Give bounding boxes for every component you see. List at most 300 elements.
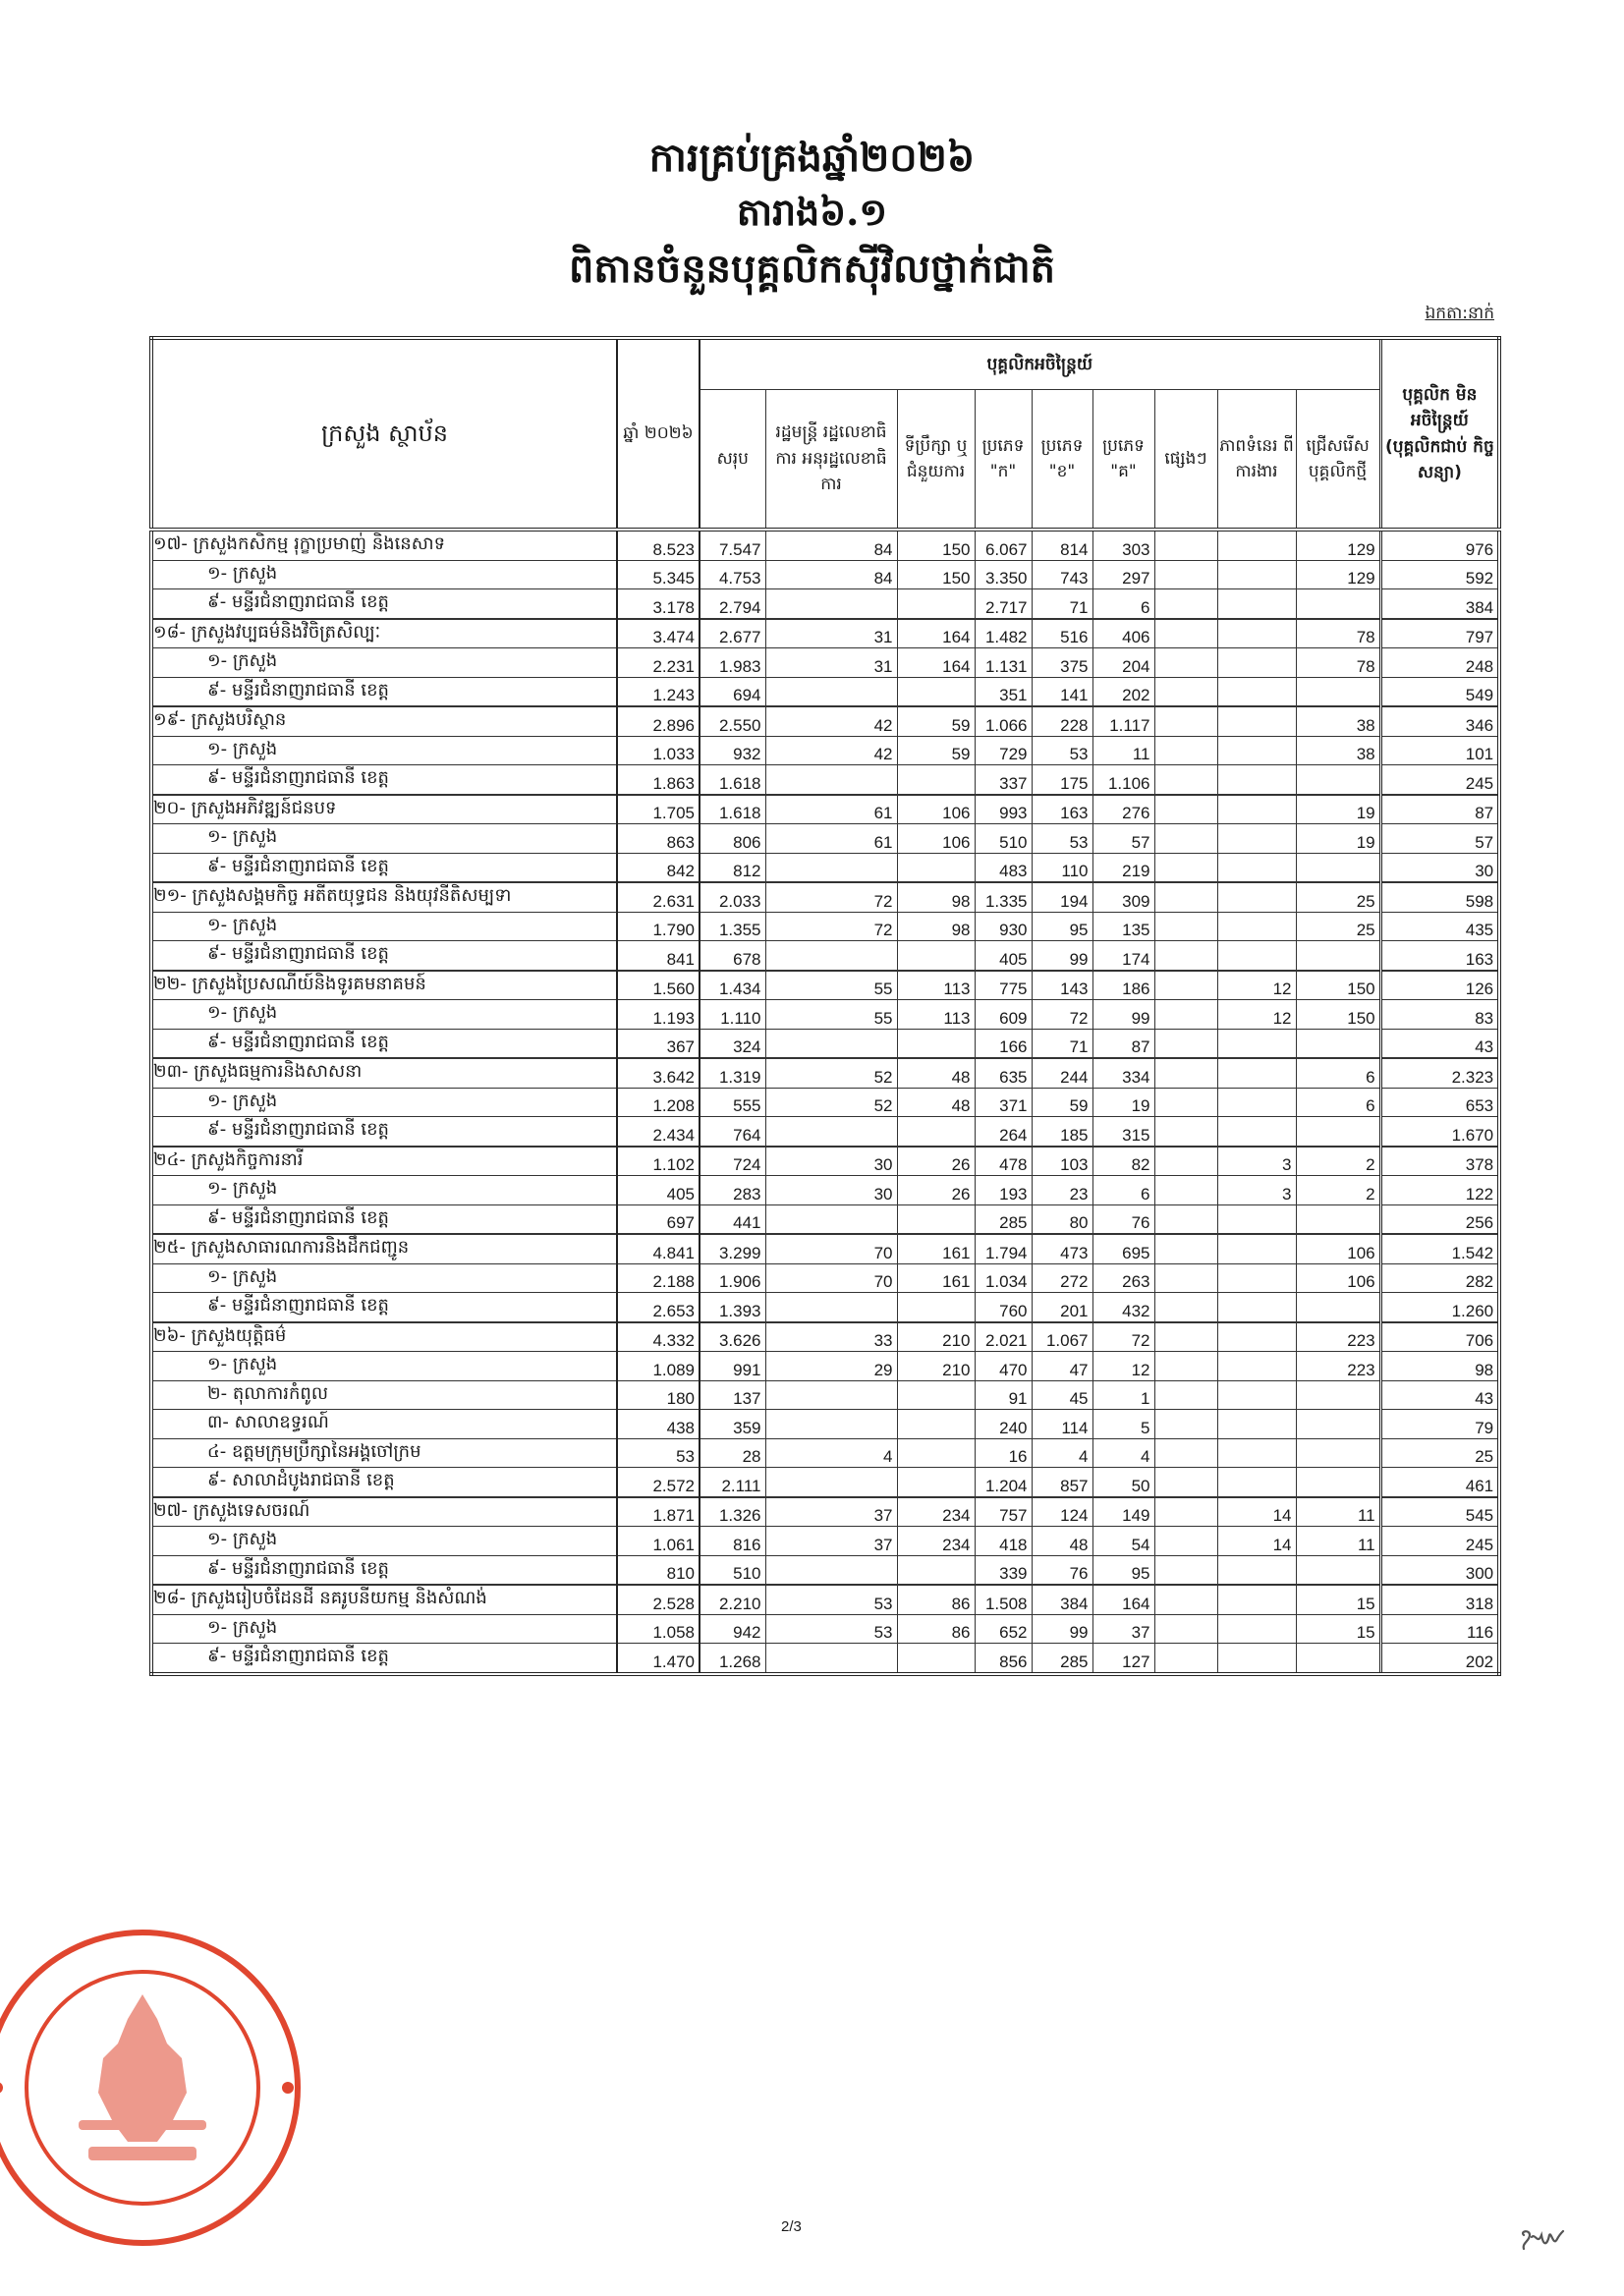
cell-new-recruits: 11 — [1296, 1497, 1380, 1527]
cell-category-b: 516 — [1032, 619, 1092, 648]
cell-new-recruits: 223 — [1296, 1322, 1380, 1352]
cell-ministers: 61 — [765, 795, 897, 824]
cell-new-recruits — [1296, 1438, 1380, 1468]
cell-advisors — [897, 1293, 975, 1322]
cell-ministers — [765, 1555, 897, 1585]
cell-total: 2.111 — [700, 1468, 765, 1497]
cell-advisors: 150 — [897, 560, 975, 589]
cell-new-recruits: 78 — [1296, 648, 1380, 678]
header-year: ឆ្នាំ ២០២៦ — [617, 338, 700, 530]
cell-category-c: 334 — [1092, 1058, 1154, 1088]
cell-advisors — [897, 1438, 975, 1468]
cell-total: 816 — [700, 1527, 765, 1556]
cell-advisors: 210 — [897, 1322, 975, 1352]
cell-reinstated — [1217, 1234, 1296, 1263]
cell-reinstated — [1217, 1352, 1296, 1381]
cell-other — [1154, 1438, 1217, 1468]
cell-year-2026: 1.243 — [617, 677, 700, 706]
cell-category-b: 743 — [1032, 560, 1092, 589]
row-label: ២៥- ក្រសួងសាធារណការនិងដឹកជញ្ជូន — [151, 1234, 617, 1263]
cell-category-a: 757 — [975, 1497, 1032, 1527]
cell-total: 724 — [700, 1147, 765, 1176]
cell-reinstated — [1217, 1644, 1296, 1674]
cell-category-b: 99 — [1032, 1614, 1092, 1644]
cell-category-c: 1.117 — [1092, 706, 1154, 736]
row-label: ២២- ក្រសួងប្រៃសណីយ៍និងទូរគមនាគមន៍ — [151, 971, 617, 1000]
row-label: ២- តុលាការកំពូល — [151, 1380, 617, 1410]
cell-total: 1.110 — [700, 1000, 765, 1030]
civil-servants-table — [149, 336, 1501, 1676]
cell-other — [1154, 589, 1217, 619]
cell-other — [1154, 1614, 1217, 1644]
cell-year-2026: 1.058 — [617, 1614, 700, 1644]
cell-non-permanent: 122 — [1380, 1176, 1499, 1205]
cell-advisors: 98 — [897, 882, 975, 912]
cell-category-c: 54 — [1092, 1527, 1154, 1556]
cell-category-b: 110 — [1032, 853, 1092, 882]
cell-category-b: 375 — [1032, 648, 1092, 678]
row-label: ៣- សាលាឧទ្ធរណ៍ — [151, 1410, 617, 1439]
cell-category-c: 1.106 — [1092, 765, 1154, 795]
cell-category-a: 635 — [975, 1058, 1032, 1088]
cell-ministers: 72 — [765, 912, 897, 941]
cell-category-a: 510 — [975, 824, 1032, 854]
cell-non-permanent: 83 — [1380, 1000, 1499, 1030]
cell-total: 1.618 — [700, 765, 765, 795]
cell-category-b: 473 — [1032, 1234, 1092, 1263]
cell-ministers — [765, 1644, 897, 1674]
cell-non-permanent: 1.670 — [1380, 1117, 1499, 1147]
table-row-sub-unit — [151, 912, 1499, 941]
table-row-ministry — [151, 619, 1499, 648]
cell-reinstated — [1217, 795, 1296, 824]
cell-reinstated: 14 — [1217, 1497, 1296, 1527]
cell-advisors: 161 — [897, 1263, 975, 1293]
cell-category-a: 470 — [975, 1352, 1032, 1381]
cell-ministers: 37 — [765, 1527, 897, 1556]
cell-new-recruits — [1296, 1468, 1380, 1497]
cell-category-c: 219 — [1092, 853, 1154, 882]
cell-reinstated — [1217, 619, 1296, 648]
cell-other — [1154, 1088, 1217, 1117]
cell-new-recruits: 78 — [1296, 619, 1380, 648]
cell-total: 324 — [700, 1029, 765, 1058]
cell-category-b: 48 — [1032, 1527, 1092, 1556]
cell-other — [1154, 1497, 1217, 1527]
handwritten-initials — [1518, 2225, 1567, 2255]
cell-other — [1154, 1468, 1217, 1497]
row-label: ១- ក្រសួង — [151, 1614, 617, 1644]
cell-ministers: 42 — [765, 736, 897, 765]
cell-category-c: 1 — [1092, 1380, 1154, 1410]
cell-ministers: 37 — [765, 1497, 897, 1527]
cell-category-a: 993 — [975, 795, 1032, 824]
cell-other — [1154, 1352, 1217, 1381]
cell-advisors: 113 — [897, 971, 975, 1000]
cell-year-2026: 1.863 — [617, 765, 700, 795]
table-row-sub-unit — [151, 1117, 1499, 1147]
cell-other — [1154, 1029, 1217, 1058]
cell-advisors: 210 — [897, 1352, 975, 1381]
cell-reinstated — [1217, 1468, 1296, 1497]
cell-new-recruits: 25 — [1296, 882, 1380, 912]
cell-category-c: 204 — [1092, 648, 1154, 678]
cell-year-2026: 2.434 — [617, 1117, 700, 1147]
cell-non-permanent: 25 — [1380, 1438, 1499, 1468]
cell-total: 1.319 — [700, 1058, 765, 1088]
cell-category-b: 185 — [1032, 1117, 1092, 1147]
cell-other — [1154, 619, 1217, 648]
row-label: ១- ក្រសួង — [151, 1000, 617, 1030]
cell-other — [1154, 648, 1217, 678]
cell-reinstated: 14 — [1217, 1527, 1296, 1556]
cell-ministers: 55 — [765, 971, 897, 1000]
cell-non-permanent: 163 — [1380, 941, 1499, 971]
cell-new-recruits: 129 — [1296, 560, 1380, 589]
cell-reinstated — [1217, 1380, 1296, 1410]
cell-total: 555 — [700, 1088, 765, 1117]
cell-total: 932 — [700, 736, 765, 765]
cell-ministers — [765, 1468, 897, 1497]
cell-total: 694 — [700, 677, 765, 706]
table-row-ministry — [151, 882, 1499, 912]
cell-category-c: 432 — [1092, 1293, 1154, 1322]
cell-category-a: 2.021 — [975, 1322, 1032, 1352]
cell-non-permanent: 592 — [1380, 560, 1499, 589]
cell-advisors: 150 — [897, 530, 975, 560]
royal-seal-stamp — [0, 1926, 305, 2250]
cell-ministers — [765, 1029, 897, 1058]
cell-year-2026: 1.470 — [617, 1644, 700, 1674]
cell-reinstated — [1217, 706, 1296, 736]
cell-total: 2.550 — [700, 706, 765, 736]
cell-non-permanent: 1.542 — [1380, 1234, 1499, 1263]
cell-non-permanent: 346 — [1380, 706, 1499, 736]
table-row-ministry — [151, 1147, 1499, 1176]
cell-ministers — [765, 765, 897, 795]
table-row-sub-unit — [151, 1000, 1499, 1030]
cell-reinstated — [1217, 530, 1296, 560]
cell-category-b: 45 — [1032, 1380, 1092, 1410]
cell-category-a: 1.131 — [975, 648, 1032, 678]
cell-non-permanent: 435 — [1380, 912, 1499, 941]
cell-total: 137 — [700, 1380, 765, 1410]
cell-category-c: 276 — [1092, 795, 1154, 824]
cell-category-c: 202 — [1092, 677, 1154, 706]
table-body — [151, 530, 1499, 1674]
cell-total: 3.626 — [700, 1322, 765, 1352]
cell-non-permanent: 101 — [1380, 736, 1499, 765]
row-label: ១៩- ក្រសួងបរិស្ថាន — [151, 706, 617, 736]
cell-ministers: 42 — [765, 706, 897, 736]
cell-category-a: 264 — [975, 1117, 1032, 1147]
cell-category-c: 5 — [1092, 1410, 1154, 1439]
row-label: ៩- មន្ទីរជំនាញរាជធានី ខេត្ត — [151, 1117, 617, 1147]
cell-other — [1154, 882, 1217, 912]
header-total: សរុប — [700, 390, 765, 531]
table-row-sub-unit — [151, 736, 1499, 765]
cell-year-2026: 1.871 — [617, 1497, 700, 1527]
cell-ministers: 53 — [765, 1614, 897, 1644]
header-new-recruits: ជ្រើសរើស បុគ្គលិកថ្មី — [1296, 390, 1380, 531]
cell-non-permanent: 461 — [1380, 1468, 1499, 1497]
cell-year-2026: 842 — [617, 853, 700, 882]
cell-category-b: 1.067 — [1032, 1322, 1092, 1352]
cell-category-b: 384 — [1032, 1585, 1092, 1614]
cell-reinstated — [1217, 1204, 1296, 1234]
cell-reinstated — [1217, 1322, 1296, 1352]
cell-advisors: 234 — [897, 1527, 975, 1556]
cell-year-2026: 405 — [617, 1176, 700, 1205]
cell-new-recruits — [1296, 1204, 1380, 1234]
header-category-c: ប្រភេទ "គ" — [1092, 390, 1154, 531]
cell-new-recruits: 150 — [1296, 971, 1380, 1000]
cell-ministers: 52 — [765, 1058, 897, 1088]
cell-new-recruits: 38 — [1296, 736, 1380, 765]
cell-category-a: 775 — [975, 971, 1032, 1000]
cell-non-permanent: 248 — [1380, 648, 1499, 678]
cell-other — [1154, 765, 1217, 795]
stamp-inner-ring — [27, 1972, 258, 2204]
cell-new-recruits: 2 — [1296, 1176, 1380, 1205]
cell-year-2026: 3.178 — [617, 589, 700, 619]
cell-total: 764 — [700, 1117, 765, 1147]
cell-category-c: 57 — [1092, 824, 1154, 854]
cell-reinstated: 3 — [1217, 1176, 1296, 1205]
cell-year-2026: 1.033 — [617, 736, 700, 765]
cell-ministers: 70 — [765, 1234, 897, 1263]
cell-year-2026: 2.896 — [617, 706, 700, 736]
cell-new-recruits: 25 — [1296, 912, 1380, 941]
cell-new-recruits — [1296, 1410, 1380, 1439]
cell-non-permanent: 598 — [1380, 882, 1499, 912]
cell-category-b: 114 — [1032, 1410, 1092, 1439]
document-title-line1: ការគ្រប់គ្រងឆ្នាំ២០២៦ — [648, 135, 976, 181]
cell-other — [1154, 1117, 1217, 1147]
cell-non-permanent: 57 — [1380, 824, 1499, 854]
cell-advisors — [897, 1410, 975, 1439]
header-ministers: រដ្ឋមន្ត្រី រដ្ឋលេខាធិការ អនុរដ្ឋលេខាធិការ — [765, 390, 897, 531]
cell-new-recruits — [1296, 1117, 1380, 1147]
cell-total: 1.355 — [700, 912, 765, 941]
cell-ministers: 70 — [765, 1263, 897, 1293]
row-label: ៩- មន្ទីរជំនាញរាជធានី ខេត្ត — [151, 677, 617, 706]
cell-year-2026: 1.061 — [617, 1527, 700, 1556]
cell-category-a: 166 — [975, 1029, 1032, 1058]
cell-category-c: 164 — [1092, 1585, 1154, 1614]
cell-category-b: 71 — [1032, 589, 1092, 619]
cell-year-2026: 1.102 — [617, 1147, 700, 1176]
table-row-ministry — [151, 706, 1499, 736]
header-category-a: ប្រភេទ "ក" — [975, 390, 1032, 531]
cell-reinstated — [1217, 677, 1296, 706]
table-row-sub-unit — [151, 560, 1499, 589]
cell-new-recruits: 106 — [1296, 1234, 1380, 1263]
cell-year-2026: 810 — [617, 1555, 700, 1585]
cell-other — [1154, 677, 1217, 706]
cell-category-c: 4 — [1092, 1438, 1154, 1468]
row-label: ២៦- ក្រសួងយុត្តិធម៌ — [151, 1322, 617, 1352]
cell-year-2026: 2.188 — [617, 1263, 700, 1293]
cell-new-recruits — [1296, 677, 1380, 706]
cell-ministers: 61 — [765, 824, 897, 854]
cell-advisors — [897, 1468, 975, 1497]
table-row-ministry — [151, 530, 1499, 560]
cell-total: 812 — [700, 853, 765, 882]
cell-new-recruits: 19 — [1296, 795, 1380, 824]
table-number: តារាង៦.១ — [736, 190, 888, 234]
cell-year-2026: 1.193 — [617, 1000, 700, 1030]
cell-year-2026: 2.528 — [617, 1585, 700, 1614]
row-label: ៩- មន្ទីរជំនាញរាជធានី ខេត្ត — [151, 853, 617, 882]
cell-category-b: 244 — [1032, 1058, 1092, 1088]
cell-category-c: 263 — [1092, 1263, 1154, 1293]
cell-advisors: 59 — [897, 736, 975, 765]
cell-category-c: 6 — [1092, 1176, 1154, 1205]
cell-new-recruits: 15 — [1296, 1585, 1380, 1614]
cell-category-c: 297 — [1092, 560, 1154, 589]
cell-non-permanent: 87 — [1380, 795, 1499, 824]
row-label: ១- ក្រសួង — [151, 1527, 617, 1556]
table-title: ពិតានចំនួនបុគ្គលិកស៊ីវិលថ្នាក់ជាតិ — [568, 246, 1056, 292]
cell-other — [1154, 1585, 1217, 1614]
cell-category-a: 351 — [975, 677, 1032, 706]
cell-new-recruits — [1296, 1293, 1380, 1322]
cell-category-b: 228 — [1032, 706, 1092, 736]
cell-ministers: 84 — [765, 560, 897, 589]
cell-new-recruits — [1296, 765, 1380, 795]
table-row-sub-unit — [151, 941, 1499, 971]
cell-category-b: 71 — [1032, 1029, 1092, 1058]
header-permanent-staff: បុគ្គលិកអចិន្ត្រៃយ៍ — [700, 338, 1380, 390]
cell-total: 806 — [700, 824, 765, 854]
cell-non-permanent: 43 — [1380, 1029, 1499, 1058]
cell-other — [1154, 1058, 1217, 1088]
row-label: ១៧- ក្រសួងកសិកម្ម រុក្ខាប្រមាញ់ និងនេសាទ — [151, 530, 617, 560]
row-label: ២៨- ក្រសួងរៀបចំដែនដី នគរូបនីយកម្ម និងសំណង់ — [151, 1585, 617, 1614]
cell-ministers: 84 — [765, 530, 897, 560]
cell-reinstated — [1217, 1410, 1296, 1439]
table-row-sub-unit — [151, 853, 1499, 882]
cell-category-c: 695 — [1092, 1234, 1154, 1263]
table-row-sub-unit — [151, 1380, 1499, 1410]
cell-ministers: 52 — [765, 1088, 897, 1117]
table-row-ministry — [151, 1585, 1499, 1614]
cell-new-recruits — [1296, 1380, 1380, 1410]
table-row-ministry — [151, 795, 1499, 824]
cell-category-a: 478 — [975, 1147, 1032, 1176]
cell-category-a: 1.204 — [975, 1468, 1032, 1497]
cell-ministers — [765, 853, 897, 882]
cell-other — [1154, 824, 1217, 854]
row-label: ២៧- ក្រសួងទេសចរណ៍ — [151, 1497, 617, 1527]
cell-ministers: 30 — [765, 1147, 897, 1176]
cell-other — [1154, 941, 1217, 971]
cell-category-c: 406 — [1092, 619, 1154, 648]
cell-category-b: 76 — [1032, 1555, 1092, 1585]
cell-reinstated — [1217, 1088, 1296, 1117]
cell-other — [1154, 1322, 1217, 1352]
cell-other — [1154, 1380, 1217, 1410]
cell-total: 2.677 — [700, 619, 765, 648]
cell-advisors — [897, 765, 975, 795]
cell-category-c: 303 — [1092, 530, 1154, 560]
cell-non-permanent: 79 — [1380, 1410, 1499, 1439]
cell-other — [1154, 1555, 1217, 1585]
cell-year-2026: 1.208 — [617, 1088, 700, 1117]
row-label: ២៣- ក្រសួងធម្មការនិងសាសនា — [151, 1058, 617, 1088]
cell-reinstated — [1217, 736, 1296, 765]
cell-category-b: 814 — [1032, 530, 1092, 560]
cell-category-a: 609 — [975, 1000, 1032, 1030]
cell-category-a: 16 — [975, 1438, 1032, 1468]
cell-category-a: 760 — [975, 1293, 1032, 1322]
cell-category-b: 285 — [1032, 1644, 1092, 1674]
cell-category-c: 149 — [1092, 1497, 1154, 1527]
cell-year-2026: 53 — [617, 1438, 700, 1468]
cell-ministers — [765, 1204, 897, 1234]
cell-non-permanent: 1.260 — [1380, 1293, 1499, 1322]
row-label: ១- ក្រសួង — [151, 1176, 617, 1205]
cell-year-2026: 4.841 — [617, 1234, 700, 1263]
table-row-sub-unit — [151, 1555, 1499, 1585]
cell-other — [1154, 1000, 1217, 1030]
cell-advisors: 86 — [897, 1614, 975, 1644]
table-row-sub-unit — [151, 1614, 1499, 1644]
cell-year-2026: 2.231 — [617, 648, 700, 678]
cell-year-2026: 4.332 — [617, 1322, 700, 1352]
cell-category-c: 11 — [1092, 736, 1154, 765]
row-label: ១- ក្រសួង — [151, 736, 617, 765]
cell-new-recruits: 19 — [1296, 824, 1380, 854]
cell-year-2026: 863 — [617, 824, 700, 854]
cell-category-a: 91 — [975, 1380, 1032, 1410]
cell-non-permanent: 653 — [1380, 1088, 1499, 1117]
cell-advisors: 26 — [897, 1147, 975, 1176]
row-label: ២០- ក្រសួងអភិវឌ្ឍន៍ជនបទ — [151, 795, 617, 824]
row-label: ១- ក្រសួង — [151, 1352, 617, 1381]
cell-new-recruits: 6 — [1296, 1088, 1380, 1117]
cell-total: 1.326 — [700, 1497, 765, 1527]
cell-year-2026: 3.474 — [617, 619, 700, 648]
cell-year-2026: 2.653 — [617, 1293, 700, 1322]
cell-other — [1154, 706, 1217, 736]
cell-total: 2.033 — [700, 882, 765, 912]
cell-year-2026: 1.560 — [617, 971, 700, 1000]
table-row-sub-unit — [151, 648, 1499, 678]
row-label: ៩- មន្ទីរជំនាញរាជធានី ខេត្ត — [151, 941, 617, 971]
cell-category-a: 1.482 — [975, 619, 1032, 648]
cell-new-recruits — [1296, 941, 1380, 971]
cell-ministers — [765, 1380, 897, 1410]
row-label: ១- ក្រសួង — [151, 1263, 617, 1293]
cell-category-c: 99 — [1092, 1000, 1154, 1030]
cell-total: 4.753 — [700, 560, 765, 589]
cell-other — [1154, 1263, 1217, 1293]
row-label: ៩- សាលាដំបូងរាជធានី ខេត្ត — [151, 1468, 617, 1497]
cell-reinstated — [1217, 1117, 1296, 1147]
cell-non-permanent: 245 — [1380, 1527, 1499, 1556]
cell-new-recruits: 6 — [1296, 1058, 1380, 1088]
cell-category-b: 272 — [1032, 1263, 1092, 1293]
table-row-ministry — [151, 1322, 1499, 1352]
cell-advisors — [897, 1644, 975, 1674]
cell-total: 991 — [700, 1352, 765, 1381]
cell-non-permanent: 30 — [1380, 853, 1499, 882]
cell-total: 1.268 — [700, 1644, 765, 1674]
cell-category-a: 1.034 — [975, 1263, 1032, 1293]
table-row-sub-unit — [151, 1527, 1499, 1556]
